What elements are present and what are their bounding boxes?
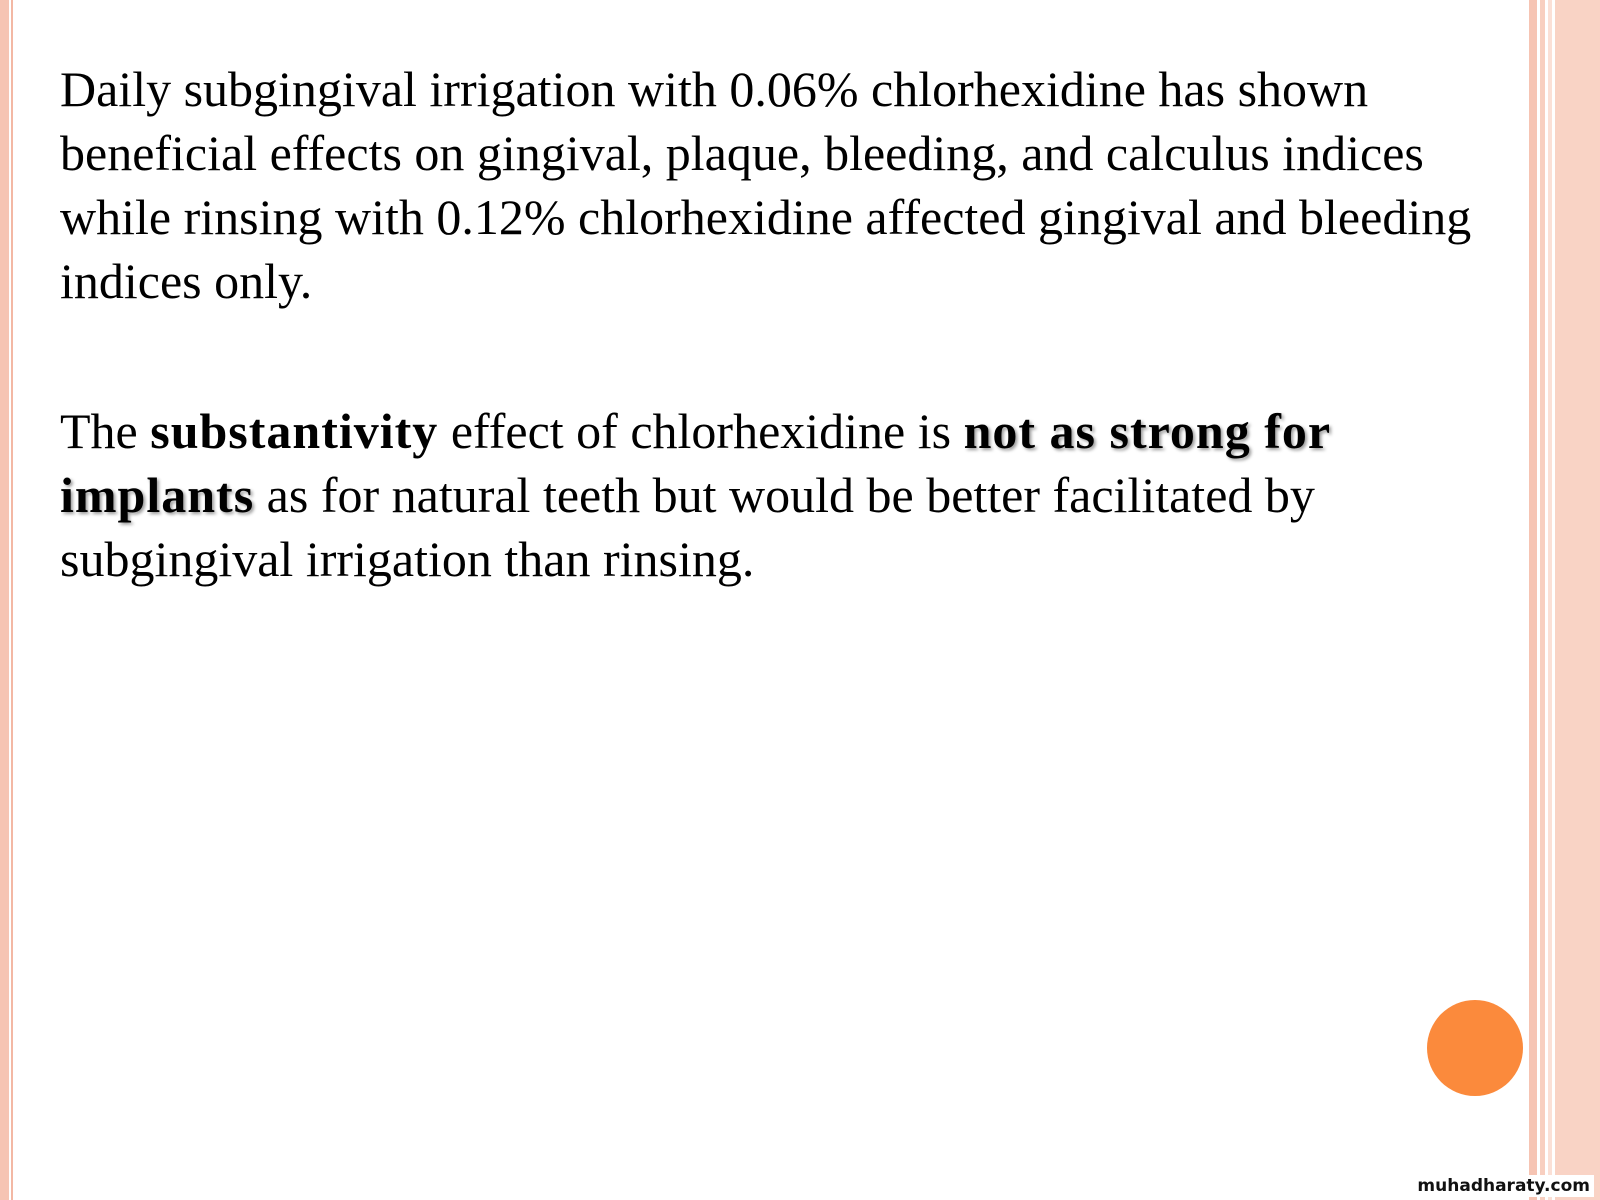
slide-body (60, 57, 1500, 591)
implants-highlight: not as strong for implants (60, 403, 1331, 523)
paragraph-irrigation: Daily subgingival irrigation with 0.06% chlorhexidine has shown beneficial effects on gingival, plaque, bleeding, and calculus indices while rinsing with 0.12% chlorhexidine affected gingival and bleeding indices only. (60, 61, 1472, 309)
frame-stripe-left (0, 0, 9, 1200)
frame-stripe-right-inner (1540, 0, 1545, 1200)
accent-circle (1427, 1000, 1523, 1096)
watermark: muhadharaty.com (1413, 1175, 1594, 1197)
paragraph-substantivity-part3: as for natural teeth but would be better facilitated by subgingival irrigation than rinsing. (60, 467, 1315, 587)
paragraph-substantivity (60, 399, 1500, 591)
frame-stripe-right-wide (1555, 0, 1600, 1200)
paragraph-substantivity-part1: The (60, 403, 151, 459)
paragraph-substantivity-part2: effect of chlorhexidine is (438, 403, 964, 459)
substantivity-keyword: substantivity (150, 403, 439, 459)
frame-stripe-right-light (1548, 0, 1552, 1200)
frame-stripe-right (1529, 0, 1537, 1200)
frame-stripe-left-thin (11, 0, 13, 1200)
